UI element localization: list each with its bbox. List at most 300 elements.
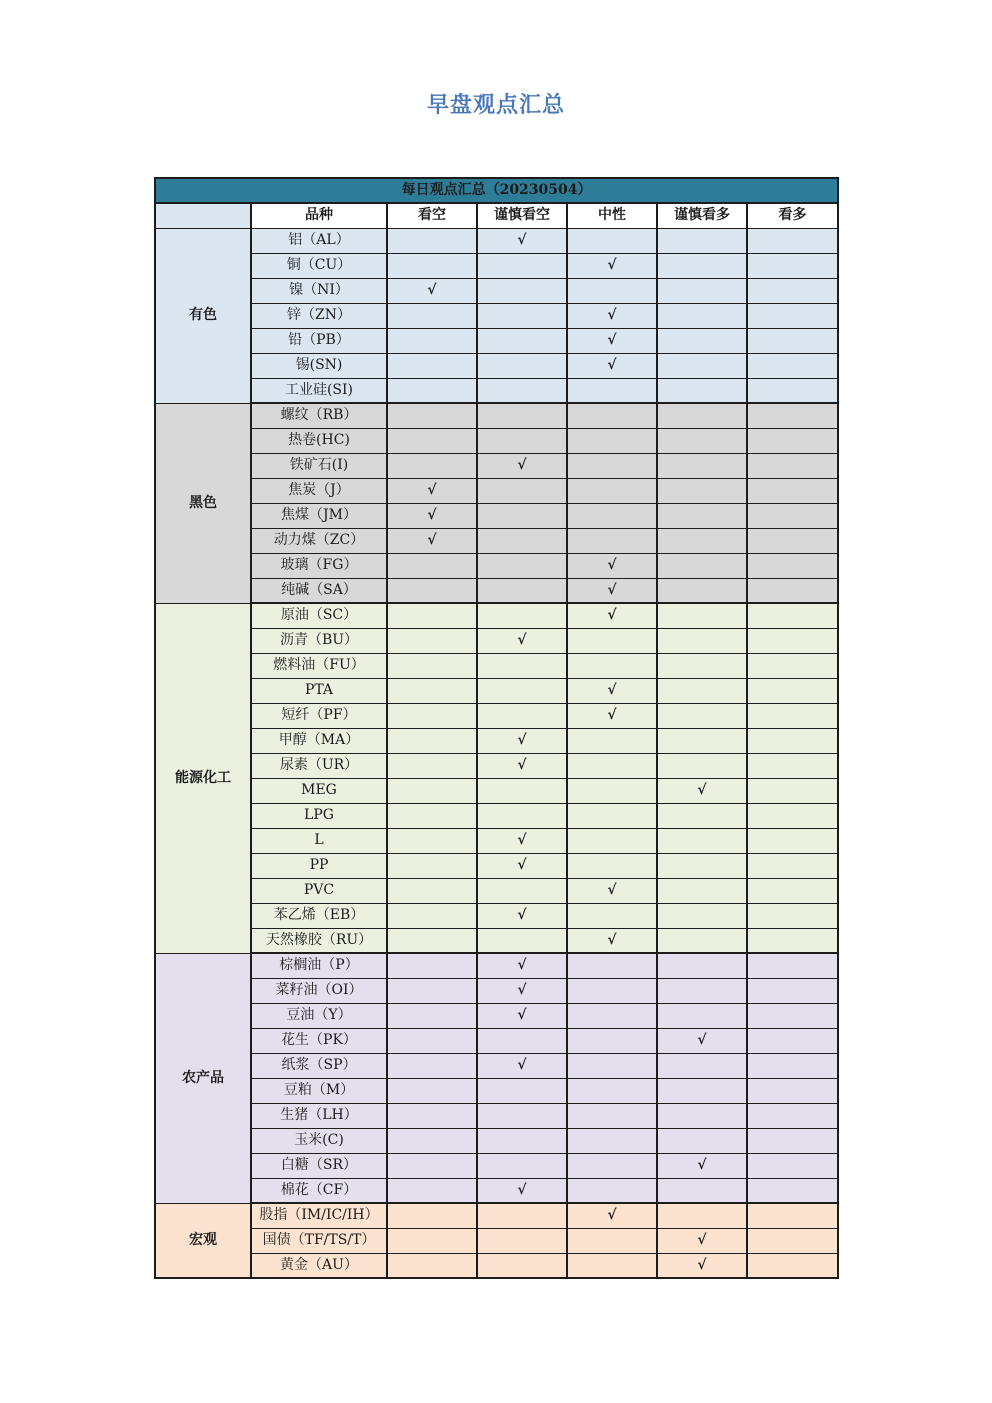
bullish-cell: [747, 953, 838, 978]
cautious-bullish-cell: [657, 353, 747, 378]
check-mark-icon: √: [607, 357, 617, 373]
table-row: [155, 853, 838, 878]
variety-cell: 生猪（LH）: [251, 1103, 387, 1128]
bearish-cell: [387, 928, 477, 953]
variety-cell: 纯碱（SA）: [251, 578, 387, 603]
neutral-cell: [567, 653, 657, 678]
cautious-bullish-cell: [657, 928, 747, 953]
bearish-cell: [387, 628, 477, 653]
cautious-bearish-cell: [477, 803, 567, 828]
neutral-cell: [567, 1128, 657, 1153]
variety-cell: 燃料油（FU）: [251, 653, 387, 678]
bullish-cell: [747, 428, 838, 453]
variety-cell: 白糖（SR）: [251, 1153, 387, 1178]
table-row: [155, 1028, 838, 1053]
table-row: [155, 1203, 838, 1228]
bearish-cell: [387, 778, 477, 803]
cautious-bearish-cell: [477, 1203, 567, 1228]
neutral-cell: [567, 878, 657, 903]
cautious-bearish-cell: [477, 753, 567, 778]
bullish-cell: [747, 978, 838, 1003]
table-row: [155, 903, 838, 928]
cautious-bullish-cell: [657, 878, 747, 903]
check-mark-icon: √: [697, 782, 707, 798]
neutral-cell: [567, 1103, 657, 1128]
cautious-bullish-cell: [657, 428, 747, 453]
table-banner: 每日观点汇总（20230504）: [155, 178, 838, 203]
variety-cell: 棉花（CF）: [251, 1178, 387, 1203]
table-row: [155, 878, 838, 903]
table-row: [155, 503, 838, 528]
cautious-bearish-cell: [477, 728, 567, 753]
variety-cell: 焦煤（JM）: [251, 503, 387, 528]
cautious-bearish-cell: [477, 1028, 567, 1053]
check-mark-icon: √: [427, 532, 437, 548]
neutral-cell: [567, 228, 657, 253]
table-row: [155, 778, 838, 803]
check-mark-icon: √: [427, 507, 437, 523]
bullish-cell: [747, 1253, 838, 1278]
bearish-cell: [387, 1003, 477, 1028]
cautious-bearish-cell: [477, 528, 567, 553]
cautious-bullish-cell: [657, 303, 747, 328]
cautious-bullish-cell: [657, 703, 747, 728]
neutral-cell: [567, 1003, 657, 1028]
cautious-bearish-cell: [477, 778, 567, 803]
cautious-bearish-cell: [477, 953, 567, 978]
bullish-cell: [747, 328, 838, 353]
variety-cell: 纸浆（SP）: [251, 1053, 387, 1078]
variety-cell: 热卷(HC): [251, 428, 387, 453]
cautious-bullish-cell: [657, 778, 747, 803]
check-mark-icon: √: [607, 307, 617, 323]
variety-cell: 螺纹（RB）: [251, 403, 387, 428]
neutral-cell: [567, 503, 657, 528]
variety-cell: 豆油（Y）: [251, 1003, 387, 1028]
bearish-cell: [387, 303, 477, 328]
bullish-cell: [747, 878, 838, 903]
check-mark-icon: √: [607, 882, 617, 898]
bullish-cell: [747, 1103, 838, 1128]
table-body: [155, 228, 838, 1278]
neutral-cell: [567, 403, 657, 428]
bearish-cell: [387, 603, 477, 628]
neutral-cell: [567, 353, 657, 378]
cautious-bearish-cell: [477, 403, 567, 428]
table-row: [155, 1253, 838, 1278]
check-mark-icon: √: [697, 1032, 707, 1048]
table-row: [155, 603, 838, 628]
header-bearish: 看空: [387, 203, 477, 228]
cautious-bullish-cell: [657, 1028, 747, 1053]
bearish-cell: [387, 653, 477, 678]
bearish-cell: [387, 703, 477, 728]
bearish-cell: [387, 378, 477, 403]
cautious-bullish-cell: [657, 1053, 747, 1078]
header-bullish: 看多: [747, 203, 838, 228]
cautious-bullish-cell: [657, 803, 747, 828]
neutral-cell: [567, 903, 657, 928]
neutral-cell: [567, 628, 657, 653]
bearish-cell: [387, 528, 477, 553]
bearish-cell: [387, 953, 477, 978]
bullish-cell: [747, 503, 838, 528]
neutral-cell: [567, 1228, 657, 1253]
check-mark-icon: √: [607, 332, 617, 348]
check-mark-icon: √: [607, 682, 617, 698]
bearish-cell: [387, 878, 477, 903]
bullish-cell: [747, 578, 838, 603]
check-mark-icon: √: [517, 957, 527, 974]
bullish-cell: [747, 653, 838, 678]
variety-cell: 苯乙烯（EB）: [251, 903, 387, 928]
neutral-cell: [567, 1253, 657, 1278]
neutral-cell: [567, 828, 657, 853]
bullish-cell: [747, 778, 838, 803]
neutral-cell: [567, 578, 657, 603]
table-row: [155, 1003, 838, 1028]
bearish-cell: [387, 978, 477, 1003]
bullish-cell: [747, 928, 838, 953]
check-mark-icon: √: [697, 1232, 707, 1248]
variety-cell: 国债（TF/TS/T）: [251, 1228, 387, 1253]
table-row: [155, 703, 838, 728]
table-row: [155, 303, 838, 328]
check-mark-icon: √: [517, 1007, 527, 1023]
cautious-bearish-cell: [477, 828, 567, 853]
variety-cell: 铅（PB）: [251, 328, 387, 353]
daily-view-summary-table: [154, 177, 839, 1279]
variety-cell: 花生（PK）: [251, 1028, 387, 1053]
table-row: [155, 428, 838, 453]
variety-cell: L: [251, 828, 387, 853]
cautious-bullish-cell: [657, 1003, 747, 1028]
cautious-bullish-cell: [657, 478, 747, 503]
cautious-bullish-cell: [657, 1253, 747, 1278]
bearish-cell: [387, 803, 477, 828]
check-mark-icon: √: [607, 931, 617, 948]
table-row: [155, 453, 838, 478]
cautious-bullish-cell: [657, 1178, 747, 1203]
neutral-cell: [567, 278, 657, 303]
cautious-bullish-cell: [657, 678, 747, 703]
table-row: [155, 403, 838, 428]
bearish-cell: [387, 753, 477, 778]
variety-cell: 棕榈油（P）: [251, 953, 387, 978]
bearish-cell: [387, 1253, 477, 1278]
cautious-bearish-cell: [477, 578, 567, 603]
check-mark-icon: √: [517, 457, 527, 473]
table-row: [155, 553, 838, 578]
cautious-bearish-cell: [477, 878, 567, 903]
bullish-cell: [747, 753, 838, 778]
table-row: [155, 1153, 838, 1178]
cautious-bearish-cell: [477, 978, 567, 1003]
variety-cell: 股指（IM/IC/IH）: [251, 1203, 387, 1228]
neutral-cell: [567, 253, 657, 278]
bullish-cell: [747, 1153, 838, 1178]
cautious-bullish-cell: [657, 903, 747, 928]
cautious-bearish-cell: [477, 1153, 567, 1178]
header-neutral: 中性: [567, 203, 657, 228]
check-mark-icon: √: [607, 1207, 617, 1224]
table-row: [155, 378, 838, 403]
cautious-bearish-cell: [477, 553, 567, 578]
bearish-cell: [387, 1128, 477, 1153]
check-mark-icon: √: [697, 1157, 707, 1173]
category-cell: 有色: [155, 228, 251, 403]
category-cell: 农产品: [155, 953, 251, 1203]
category-cell: 黑色: [155, 403, 251, 603]
bearish-cell: [387, 828, 477, 853]
check-mark-icon: √: [427, 282, 437, 298]
page-title: 早盘观点汇总: [426, 93, 565, 118]
bearish-cell: [387, 578, 477, 603]
check-mark-icon: √: [517, 632, 527, 648]
cautious-bearish-cell: [477, 253, 567, 278]
bullish-cell: [747, 453, 838, 478]
table-row: [155, 753, 838, 778]
variety-cell: 铁矿石(I): [251, 453, 387, 478]
cautious-bearish-cell: [477, 603, 567, 628]
table-row: [155, 653, 838, 678]
variety-cell: PVC: [251, 878, 387, 903]
bullish-cell: [747, 1128, 838, 1153]
check-mark-icon: √: [697, 1256, 707, 1273]
bearish-cell: [387, 853, 477, 878]
bearish-cell: [387, 1103, 477, 1128]
check-mark-icon: √: [607, 257, 617, 273]
cautious-bearish-cell: [477, 353, 567, 378]
bearish-cell: [387, 328, 477, 353]
cautious-bearish-cell: [477, 1128, 567, 1153]
variety-cell: 豆粕（M）: [251, 1078, 387, 1103]
neutral-cell: [567, 853, 657, 878]
neutral-cell: [567, 1053, 657, 1078]
category-cell: 能源化工: [155, 603, 251, 953]
bearish-cell: [387, 453, 477, 478]
bullish-cell: [747, 228, 838, 253]
cautious-bullish-cell: [657, 278, 747, 303]
cautious-bullish-cell: [657, 253, 747, 278]
cautious-bullish-cell: [657, 828, 747, 853]
check-mark-icon: √: [517, 857, 527, 873]
neutral-cell: [567, 378, 657, 403]
bullish-cell: [747, 728, 838, 753]
cautious-bullish-cell: [657, 1078, 747, 1103]
bullish-cell: [747, 528, 838, 553]
table-row: [155, 803, 838, 828]
cautious-bearish-cell: [477, 628, 567, 653]
neutral-cell: [567, 603, 657, 628]
table-row: [155, 928, 838, 953]
cautious-bullish-cell: [657, 453, 747, 478]
neutral-cell: [567, 1203, 657, 1228]
neutral-cell: [567, 328, 657, 353]
cautious-bearish-cell: [477, 378, 567, 403]
variety-cell: 沥青（BU）: [251, 628, 387, 653]
variety-cell: 动力煤（ZC）: [251, 528, 387, 553]
cautious-bearish-cell: [477, 328, 567, 353]
bullish-cell: [747, 253, 838, 278]
check-mark-icon: √: [517, 1181, 527, 1198]
table-row: [155, 1053, 838, 1078]
bearish-cell: [387, 903, 477, 928]
table-row: [155, 1128, 838, 1153]
variety-cell: 锡(SN): [251, 353, 387, 378]
cautious-bearish-cell: [477, 1228, 567, 1253]
bearish-cell: [387, 728, 477, 753]
cautious-bearish-cell: [477, 1053, 567, 1078]
cautious-bearish-cell: [477, 1253, 567, 1278]
variety-cell: 尿素（UR）: [251, 753, 387, 778]
variety-cell: 工业硅(SI): [251, 378, 387, 403]
variety-cell: 铝（AL）: [251, 228, 387, 253]
cautious-bearish-cell: [477, 478, 567, 503]
cautious-bearish-cell: [477, 303, 567, 328]
header-variety: 品种: [251, 203, 387, 228]
table-row: [155, 278, 838, 303]
variety-cell: 镍（NI）: [251, 278, 387, 303]
check-mark-icon: √: [607, 557, 617, 573]
cautious-bearish-cell: [477, 1103, 567, 1128]
neutral-cell: [567, 1178, 657, 1203]
neutral-cell: [567, 778, 657, 803]
bullish-cell: [747, 1003, 838, 1028]
variety-cell: 铜（CU）: [251, 253, 387, 278]
table-row: [155, 353, 838, 378]
bullish-cell: [747, 378, 838, 403]
bullish-cell: [747, 353, 838, 378]
table-row: [155, 328, 838, 353]
bearish-cell: [387, 1178, 477, 1203]
check-mark-icon: √: [607, 581, 617, 598]
table-row: [155, 528, 838, 553]
check-mark-icon: √: [517, 982, 527, 998]
cautious-bearish-cell: [477, 928, 567, 953]
bullish-cell: [747, 278, 838, 303]
neutral-cell: [567, 978, 657, 1003]
cautious-bearish-cell: [477, 1078, 567, 1103]
bearish-cell: [387, 478, 477, 503]
cautious-bullish-cell: [657, 503, 747, 528]
neutral-cell: [567, 703, 657, 728]
bullish-cell: [747, 628, 838, 653]
bullish-cell: [747, 1203, 838, 1228]
neutral-cell: [567, 453, 657, 478]
bullish-cell: [747, 553, 838, 578]
check-mark-icon: √: [427, 482, 437, 498]
bullish-cell: [747, 1053, 838, 1078]
cautious-bearish-cell: [477, 703, 567, 728]
cautious-bullish-cell: [657, 1128, 747, 1153]
check-mark-icon: √: [517, 732, 527, 748]
bearish-cell: [387, 678, 477, 703]
bullish-cell: [747, 1078, 838, 1103]
check-mark-icon: √: [517, 757, 527, 773]
table-row: [155, 1103, 838, 1128]
cautious-bullish-cell: [657, 378, 747, 403]
variety-cell: LPG: [251, 803, 387, 828]
variety-cell: PP: [251, 853, 387, 878]
neutral-cell: [567, 303, 657, 328]
table-row: [155, 1228, 838, 1253]
cautious-bearish-cell: [477, 678, 567, 703]
cautious-bullish-cell: [657, 853, 747, 878]
cautious-bullish-cell: [657, 578, 747, 603]
cautious-bullish-cell: [657, 728, 747, 753]
cautious-bearish-cell: [477, 428, 567, 453]
category-cell: 宏观: [155, 1203, 251, 1278]
cautious-bearish-cell: [477, 1178, 567, 1203]
bearish-cell: [387, 1078, 477, 1103]
cautious-bearish-cell: [477, 278, 567, 303]
bearish-cell: [387, 403, 477, 428]
neutral-cell: [567, 528, 657, 553]
variety-cell: 黄金（AU）: [251, 1253, 387, 1278]
bearish-cell: [387, 278, 477, 303]
bearish-cell: [387, 1203, 477, 1228]
bullish-cell: [747, 478, 838, 503]
neutral-cell: [567, 428, 657, 453]
neutral-cell: [567, 553, 657, 578]
cautious-bullish-cell: [657, 1228, 747, 1253]
neutral-cell: [567, 803, 657, 828]
bullish-cell: [747, 678, 838, 703]
check-mark-icon: √: [517, 232, 527, 248]
table-row: [155, 828, 838, 853]
bearish-cell: [387, 1028, 477, 1053]
bullish-cell: [747, 903, 838, 928]
cautious-bullish-cell: [657, 328, 747, 353]
cautious-bullish-cell: [657, 628, 747, 653]
neutral-cell: [567, 928, 657, 953]
bearish-cell: [387, 428, 477, 453]
header-category-cell: [155, 203, 251, 228]
cautious-bullish-cell: [657, 1153, 747, 1178]
variety-cell: PTA: [251, 678, 387, 703]
variety-cell: 锌（ZN）: [251, 303, 387, 328]
cautious-bullish-cell: [657, 653, 747, 678]
cautious-bearish-cell: [477, 853, 567, 878]
bearish-cell: [387, 353, 477, 378]
bearish-cell: [387, 253, 477, 278]
neutral-cell: [567, 1153, 657, 1178]
table-row: [155, 953, 838, 978]
cautious-bullish-cell: [657, 1203, 747, 1228]
header-cautious-bullish: 谨慎看多: [657, 203, 747, 228]
bullish-cell: [747, 1178, 838, 1203]
cautious-bearish-cell: [477, 453, 567, 478]
cautious-bearish-cell: [477, 503, 567, 528]
variety-cell: 玉米(C): [251, 1128, 387, 1153]
cautious-bullish-cell: [657, 978, 747, 1003]
bearish-cell: [387, 503, 477, 528]
neutral-cell: [567, 953, 657, 978]
check-mark-icon: √: [517, 832, 527, 848]
bearish-cell: [387, 553, 477, 578]
cautious-bearish-cell: [477, 228, 567, 253]
table-row: [155, 678, 838, 703]
table-row: [155, 228, 838, 253]
cautious-bullish-cell: [657, 953, 747, 978]
bearish-cell: [387, 1228, 477, 1253]
variety-cell: 玻璃（FG）: [251, 553, 387, 578]
neutral-cell: [567, 728, 657, 753]
cautious-bullish-cell: [657, 528, 747, 553]
table-row: [155, 628, 838, 653]
bullish-cell: [747, 828, 838, 853]
